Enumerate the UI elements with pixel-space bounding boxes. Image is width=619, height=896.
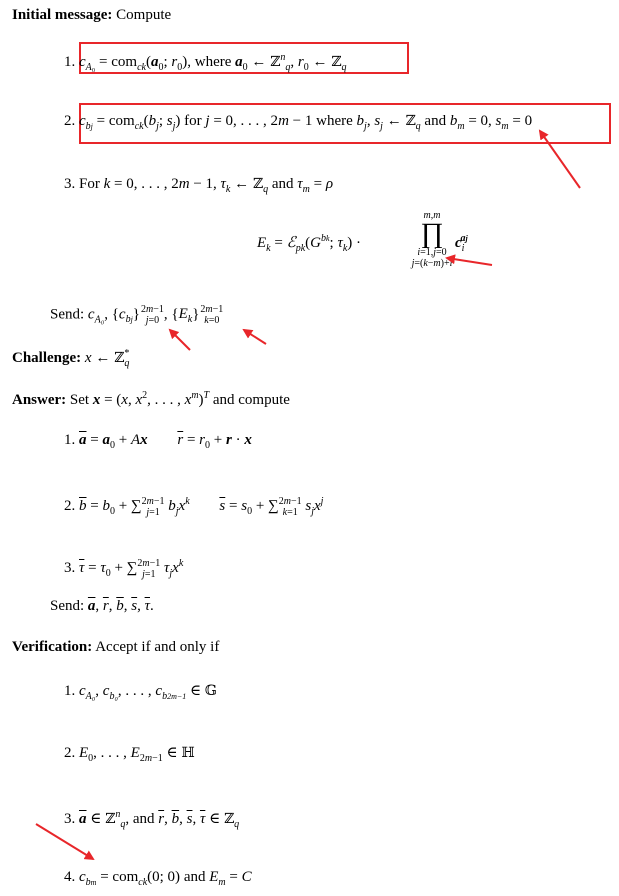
verification-item-1: 1. $c_{A_0}$, $c_{b_0}$, . . . , $c_{b2m-1}$ ∈ 𝔾 (64, 683, 217, 702)
initial-item-1: 1. $c_{A_0} = com_{ck}(a_0$; $r_0$), where $a_0$ ← ℤ$^n_q$, $r_0$ ← ℤ$_q$ (64, 52, 347, 73)
initial-item-3: 3. For k = 0, . . . , 2m − 1, $\tau_k$ ← ℤ$_q$ and $\tau_m = \rho$ (64, 176, 334, 195)
verification-heading: Verification: Accept if and only if (12, 639, 220, 655)
verification-item-4: 4. $c_{bm} = com_{ck}(0$; 0) and $E_m = C$ (64, 869, 252, 888)
answer-item-2: 2. $\overline{b} = b_0$ + ∑ 2m−1 j=1 $b_jx^k$ $\overline{s} = s_0$ + ∑ 2m−1 k=1 $s_jx^j$ (64, 495, 324, 518)
send-1: Send: $c_{A_0}$, $\{c_{bj}\}$ 2m−1 j=0 , $\{E_k\}$ 2m−1 k=0 (50, 304, 224, 326)
arrow-to-verification-4 (36, 824, 93, 859)
answer-item-1: 1. $\overline{a} = a_0 + Ax$ $\overline{r} = r_0 + r \cdot x$ (64, 432, 252, 451)
answer-item-3: 3. $\overline{\tau} = \tau_0$ + ∑ 2m−1 j=1 $\tau_jx^k$ (64, 557, 184, 580)
initial-item-2: 2. $c_{bj} = com_{ck}(b_j$; $s_j$) for j = 0, . . . , 2m − 1 where $b_j$, $s_j$ ← ℤ$_q$ and $b_m = 0$, $s_m = 0$ (64, 113, 533, 132)
arrow-to-product-limits (447, 258, 492, 265)
verification-item-2: 2. $E_0$, . . . , $E_{2m-1}$ ∈ ℍ (64, 745, 195, 764)
answer-heading: Answer: Set x = (x, $x^2$, . . . , $x^m)^T$ and compute (12, 390, 290, 408)
arrow-to-send-cbj (170, 330, 190, 350)
send-2: Send: $\overline{a}$, $\overline{r}$, $\overline{b}$, $\overline{s}$, $\overline{\tau}$. (50, 598, 154, 614)
verification-item-3: 3. $\overline{a}$ ∈ ℤ$^n_q$, and $\overline{r}$, $\overline{b}$, $\overline{s}$, $\overline{\tau}$ ∈ ℤ$_q$ (64, 809, 240, 830)
initial-heading: Initial message: Compute (12, 7, 172, 23)
arrow-to-send-ek (244, 330, 266, 344)
arrow-to-box-2 (540, 131, 580, 188)
challenge-heading: Challenge: x ← ℤ*$_q$ (12, 348, 130, 369)
